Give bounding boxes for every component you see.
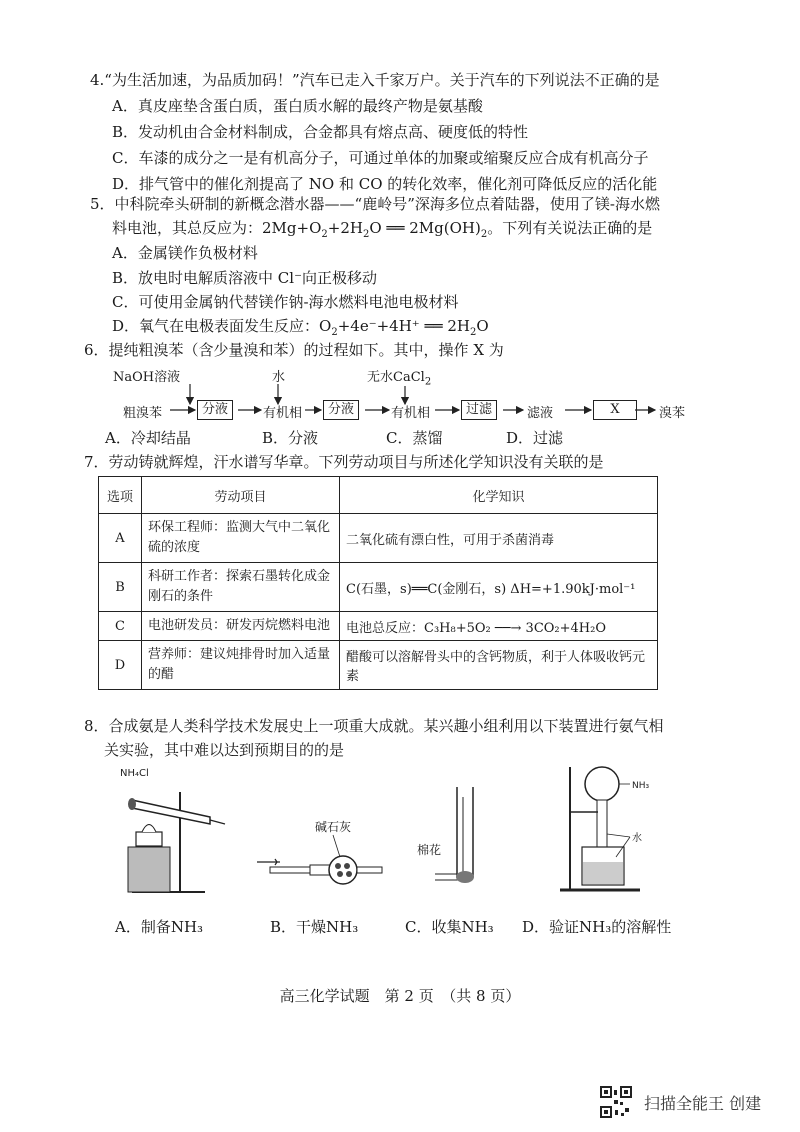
q8-option-d: D．验证NH₃的溶解性 [522,918,672,936]
q6-option-c: C．蒸馏 [386,429,443,447]
q6-stem: 6．提纯粗溴苯（含少量溴和苯）的过程如下。其中，操作 X 为 [84,341,504,359]
table-row [99,641,658,690]
table-header-row [99,477,658,514]
q6-flow-diagram [95,364,705,424]
q8-option-c: C．收集NH₃ [405,918,494,936]
q8-option-b: B．干燥NH₃ [270,918,359,936]
q5-stem-line1: 5．中科院牵头研制的新概念潜水器——“鹿岭号”深海多位点着陆器，使用了镁-海水燃 [90,195,660,213]
row-labor: 环保工程师：监测大气中二氧化硫的浓度 [142,514,340,563]
header-chem: 化学知识 [340,477,658,514]
q5-option-c: C．可使用金属钠代替镁作钠-海水燃料电池电极材料 [112,293,459,311]
figure-a-apparatus [110,762,230,897]
q4-stem: 4.“为生活加速，为品质加码！”汽车已走入千家万户。关于汽车的下列说法不正确的是 [90,71,660,89]
q4-option-a: A．真皮座垫含蛋白质，蛋白质水解的最终产物是氨基酸 [112,97,483,115]
fig-a-nh4cl-label: NH₄Cl [120,768,149,779]
row-option: B [99,563,142,612]
op-x: X [593,400,637,420]
q7-stem: 7．劳动铸就辉煌，汗水谱写华章。下列劳动项目与所述化学知识没有关联的是 [84,453,604,471]
q4-option-b: B．发动机由合金材料制成，合金都具有熔点高、硬度低的特性 [112,123,529,141]
figure-d-apparatus [550,762,690,897]
fig-d-water-label: 水 [632,833,642,844]
flow-organic-1: 有机相 [263,406,303,421]
row-labor: 电池研发员：研发丙烷燃料电池 [142,612,340,641]
row-labor: 科研工作者：探索石墨转化成金刚石的条件 [142,563,340,612]
header-option: 选项 [99,477,142,514]
table-row [99,563,658,612]
row-option: A [99,514,142,563]
op-separation-1: 分液 [197,400,233,420]
flow-organic-2: 有机相 [391,406,431,421]
row-option: D [99,641,142,690]
reagent-cacl2: 无水CaCl$_2$ [367,370,432,388]
flow-start: 粗溴苯 [123,406,163,421]
fig-b-soda-lime-label: 碱石灰 [315,820,352,834]
q8-stem-line2: 关实验，其中难以达到预期目的的是 [104,741,345,759]
q5-option-a: A．金属镁作负极材料 [112,244,258,262]
q4-option-c: C．车漆的成分之一是有机高分子，可通过单体的加聚或缩聚反应合成有机高分子 [112,149,649,167]
reagent-water: 水 [272,370,286,385]
reagent-naoh: NaOH溶液 [113,370,181,385]
q7-table [98,476,658,690]
row-labor: 营养师：建议炖排骨时加入适量的醋 [142,641,340,690]
table-row [99,612,658,641]
q5-option-b: B．放电时电解质溶液中 Cl⁻向正极移动 [112,269,377,287]
figure-b-apparatus [255,817,395,887]
q5-option-d: D．氧气在电极表面发生反应：$O_2+4e^-+4H^+$ ══ $2H_2O$ [112,317,489,338]
scanner-watermark [600,1086,790,1118]
fig-c-cotton-label: 棉花 [417,843,442,857]
q8-stem-line1: 8．合成氨是人类科学技术发展史上一项重大成就。某兴趣小组利用以下装置进行氨气相 [84,717,664,735]
flow-end: 溴苯 [659,406,686,421]
q8-option-a: A．制备NH₃ [115,918,204,936]
q4-option-d: D．排气管中的催化剂提高了 NO 和 CO 的转化效率，催化剂可降低反应的活化能 [112,175,658,193]
row-option: C [99,612,142,641]
row-chem: 醋酸可以溶解骨头中的含钙物质，利于人体吸收钙元素 [340,641,658,690]
header-labor: 劳动项目 [142,477,340,514]
q6-option-a: A．冷却结晶 [105,429,191,447]
watermark-text: 扫描全能王 创建 [644,1094,762,1113]
q6-option-d: D．过滤 [506,429,564,447]
q6-option-b: B．分液 [262,429,319,447]
page-footer: 高三化学试题 第 2 页 （共 8 页） [279,987,521,1005]
figure-c-apparatus [415,782,515,897]
qr-code-icon [600,1086,632,1118]
row-chem: C(石墨，s)══C(金刚石，s) ΔH=+1.90kJ·mol⁻¹ [340,563,658,612]
row-chem: 电池总反应：C₃H₈+5O₂ ──→ 3CO₂+4H₂O [340,612,658,641]
op-filtration: 过滤 [461,400,497,420]
q8-apparatus-figures [95,762,695,912]
flow-filtrate: 滤液 [527,406,554,421]
fig-d-nh3-label: NH₃ [632,781,650,791]
table-row [99,514,658,563]
row-chem: 二氧化硫有漂白性，可用于杀菌消毒 [340,514,658,563]
op-separation-2: 分液 [323,400,359,420]
q5-stem-line2: 料电池，其总反应为：$2Mg+O_2+2H_2O$ ══ $2Mg(OH)_2$。下列有关说法正确的是 [112,219,653,240]
